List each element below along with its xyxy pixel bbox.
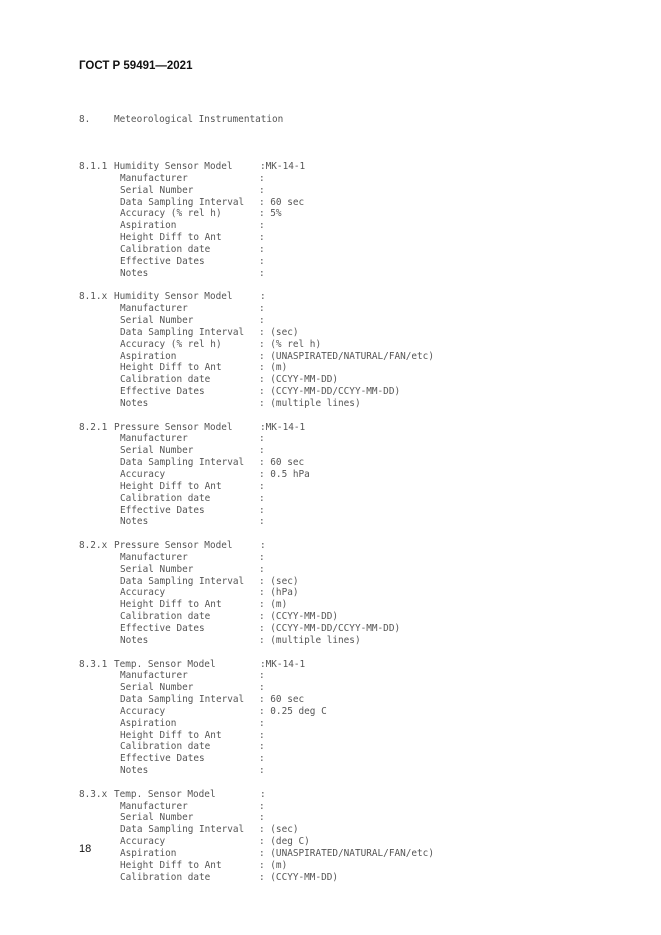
sensor-block-heading [79,422,434,434]
sensor-number: 8.2.1 [79,421,108,433]
field-row [79,812,434,824]
page-number: 18 [79,843,92,855]
field-label: Calibration date [120,611,211,623]
field-label: Data Sampling Interval [120,575,245,587]
field-value: : [259,516,265,528]
field-label: Calibration date [120,492,211,504]
field-row [79,872,434,884]
field-label: Notes [120,765,149,777]
field-row [79,445,434,457]
field-row [79,433,434,445]
field-value: : (CCYY-MM-DD) [259,871,339,883]
field-value: : [259,812,265,824]
field-value: : [259,753,265,765]
sensor-number: 8.1.1 [79,161,108,173]
field-row [79,670,434,682]
field-value: : [259,729,265,741]
field-label: Accuracy [120,705,166,717]
field-value: : (m) [259,859,288,871]
field-label: Height Diff to Ant [120,729,222,741]
section-title: Meteorological Instrumentation [114,113,284,125]
field-label: Effective Dates [120,255,205,267]
sensor-model-label: Temp. Sensor Model [114,788,216,800]
sensor-block [79,161,434,279]
field-row [79,197,434,209]
field-row [79,682,434,694]
field-value: : [259,315,265,327]
field-label: Accuracy [120,836,166,848]
field-row [79,836,434,848]
field-row [79,374,434,386]
sensor-model-label: Humidity Sensor Model [114,161,233,173]
sensor-block-heading [79,291,434,303]
field-label: Notes [120,634,149,646]
field-row [79,706,434,718]
field-row [79,623,434,635]
sensor-model-value: : [260,788,266,800]
field-row [79,457,434,469]
field-value: : 60 sec [259,196,305,208]
field-label: Accuracy [120,587,166,599]
field-row [79,268,434,280]
field-row [79,362,434,374]
field-row [79,398,434,410]
field-label: Manufacturer [120,800,188,812]
sensor-block [79,291,434,409]
field-label: Serial Number [120,315,194,327]
field-value: : [259,184,265,196]
field-value: : (% rel h) [259,338,322,350]
sensor-model-label: Pressure Sensor Model [114,421,233,433]
field-value: : (UNASPIRATED/NATURAL/FAN/etc) [259,848,434,859]
sensor-model-value: : [260,540,266,552]
field-value: : (deg C) [259,836,310,848]
field-value: : [259,504,265,516]
field-row [79,469,434,481]
field-label: Calibration date [120,741,211,753]
field-row [79,303,434,315]
sensor-number: 8.3.x [79,788,108,800]
field-value: : (sec) [259,326,299,338]
field-label: Height Diff to Ant [120,232,222,244]
field-row [79,599,434,611]
field-value: : (UNASPIRATED/NATURAL/FAN/etc) [259,350,434,362]
field-label: Height Diff to Ant [120,362,222,374]
field-value: : (multiple lines) [259,397,361,409]
sensor-number: 8.1.x [79,291,108,303]
sensor-model-label: Temp. Sensor Model [114,658,216,670]
sensor-model-value: :MK-14-1 [260,161,306,173]
log-content [79,90,434,907]
field-label: Manufacturer [120,551,188,563]
field-row [79,860,434,872]
field-label: Effective Dates [120,386,205,398]
document-header: ГОСТ Р 59491—2021 [79,60,193,72]
field-row [79,552,434,564]
field-row [79,824,434,836]
field-label: Data Sampling Interval [120,326,245,338]
field-label: Data Sampling Interval [120,824,245,836]
field-row [79,481,434,493]
sensor-block-heading [79,789,434,801]
field-value: : [259,232,265,244]
sensor-block-heading [79,659,434,671]
field-value: : (sec) [259,824,299,836]
field-label: Notes [120,397,149,409]
field-value: : [259,492,265,504]
field-value: : [259,303,265,315]
sensor-number: 8.2.x [79,540,108,552]
field-value: : [259,551,265,563]
field-label: Data Sampling Interval [120,694,245,706]
field-label: Aspiration [120,848,177,859]
section-heading [79,114,434,126]
field-value: : [259,243,265,255]
field-row [79,493,434,505]
field-label: Calibration date [120,243,211,255]
field-label: Aspiration [120,220,177,232]
field-row [79,232,434,244]
field-label: Height Diff to Ant [120,599,222,611]
field-label: Manufacturer [120,172,188,184]
field-row [79,564,434,576]
field-value: : [259,255,265,267]
field-row [79,741,434,753]
field-row [79,848,434,860]
field-value: : [259,800,265,812]
sensor-model-value: :MK-14-1 [260,658,306,670]
field-label: Serial Number [120,812,194,824]
field-value: : [259,670,265,682]
field-label: Calibration date [120,871,211,883]
field-value: : [259,765,265,777]
field-value: : 5% [259,208,282,220]
field-row [79,505,434,517]
field-row [79,256,434,268]
field-row [79,351,434,363]
field-row [79,244,434,256]
field-value: : [259,480,265,492]
field-row [79,576,434,588]
field-value: : [259,741,265,753]
sensor-block [79,540,434,647]
field-label: Effective Dates [120,504,205,516]
sensor-model-value: :MK-14-1 [260,421,306,433]
field-row [79,516,434,528]
field-value: : [259,445,265,457]
field-row [79,801,434,813]
field-label: Accuracy [120,469,166,480]
field-value: : (sec) [259,575,299,587]
field-value: : (m) [259,599,288,611]
field-value: : (CCYY-MM-DD) [259,374,339,386]
field-value: : [259,717,265,729]
field-row [79,718,434,730]
field-value: : [259,433,265,445]
field-label: Height Diff to Ant [120,859,222,871]
field-value: : 60 sec [259,694,305,706]
field-row [79,315,434,327]
field-value: : [259,267,265,279]
sensor-block [79,422,434,529]
field-row [79,611,434,623]
field-row [79,185,434,197]
field-label: Serial Number [120,445,194,457]
field-row [79,694,434,706]
sensor-block [79,789,434,884]
field-label: Serial Number [120,563,194,575]
field-value: : [259,682,265,694]
field-label: Height Diff to Ant [120,480,222,492]
field-label: Accuracy (% rel h) [120,208,222,220]
field-value: : 0.25 deg C [259,705,327,717]
field-value: : 60 sec [259,457,305,469]
sensor-block-heading [79,540,434,552]
field-label: Aspiration [120,717,177,729]
field-value: : (CCYY-MM-DD/CCYY-MM-DD) [259,386,401,398]
field-label: Aspiration [120,350,177,362]
sensor-model-label: Pressure Sensor Model [114,540,233,552]
field-row [79,208,434,220]
sensor-model-label: Humidity Sensor Model [114,291,233,303]
sensor-block-heading [79,161,434,173]
field-value: : [259,563,265,575]
field-label: Data Sampling Interval [120,457,245,469]
field-label: Effective Dates [120,753,205,765]
field-value: : (hPa) [259,587,299,599]
field-value: : (multiple lines) [259,634,361,646]
field-value: : 0.5 hPa [259,469,310,480]
field-row [79,730,434,742]
field-label: Manufacturer [120,303,188,315]
field-label: Serial Number [120,682,194,694]
field-value: : [259,172,265,184]
field-row [79,753,434,765]
field-row [79,220,434,232]
field-label: Accuracy (% rel h) [120,338,222,350]
field-value: : (CCYY-MM-DD/CCYY-MM-DD) [259,622,401,634]
field-label: Calibration date [120,374,211,386]
field-value: : (CCYY-MM-DD) [259,611,339,623]
section-number: 8. [79,113,91,125]
field-label: Serial Number [120,184,194,196]
field-row [79,635,434,647]
field-value: : [259,220,265,232]
field-label: Manufacturer [120,670,188,682]
sensor-block [79,659,434,777]
field-row [79,386,434,398]
field-row [79,339,434,351]
field-row [79,173,434,185]
field-row [79,587,434,599]
field-row [79,765,434,777]
field-row [79,327,434,339]
sensor-model-value: : [260,291,266,303]
field-label: Notes [120,516,149,528]
field-label: Manufacturer [120,433,188,445]
field-label: Data Sampling Interval [120,196,245,208]
field-label: Effective Dates [120,622,205,634]
sensor-number: 8.3.1 [79,658,108,670]
sensor-blocks [79,161,434,883]
field-label: Notes [120,267,149,279]
field-value: : (m) [259,362,288,374]
